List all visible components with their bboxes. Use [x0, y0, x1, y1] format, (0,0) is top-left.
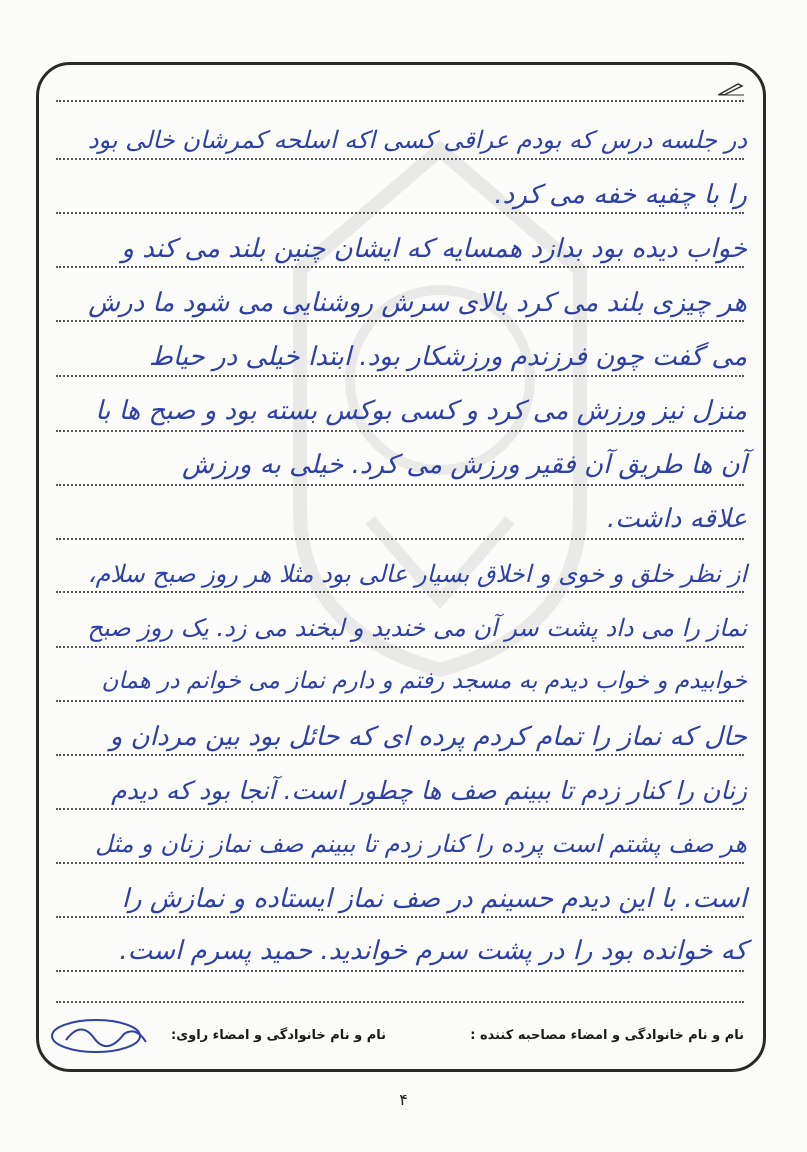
ruled-line [56, 484, 744, 486]
ruled-line [56, 158, 744, 160]
handwritten-line: علاقه داشت. [606, 504, 747, 534]
handwritten-line: خواب دیده بود بدازد همسایه که ایشان چنین بلند می کند و [121, 234, 747, 264]
ruled-line [56, 646, 744, 648]
handwritten-line: هر چیزی بلند می کرد بالای سرش روشنایی می شود ما درش [88, 288, 747, 318]
handwritten-line: از نظر خلق و خوی و اخلاق بسیار عالی بود مثلا هر روز صبح سلام، [87, 560, 747, 588]
interviewer-signature-label: نام و نام خانوادگی و امضاء مصاحبه کننده : [470, 1028, 744, 1043]
handwritten-line: را با چفیه خفه می کرد. [494, 180, 747, 210]
handwritten-line: خوابیدم و خواب دیدم به مسجد رفتم و دارم نماز می خوانم در همان [101, 668, 747, 694]
narrator-signature-label: نام و نام خانوادگی و امضاء راوی: [171, 1028, 386, 1043]
ruled-line [56, 862, 744, 864]
ruled-line [56, 970, 744, 972]
ruled-line [56, 538, 744, 540]
ruled-line [56, 266, 744, 268]
ruled-line [56, 916, 744, 918]
ruled-line [56, 808, 744, 810]
handwritten-line: زنان را کنار زدم تا ببینم صف ها چطور است. آنجا بود که دیدم [111, 776, 747, 805]
ruled-line [56, 375, 744, 377]
ruled-line [56, 430, 744, 432]
ruled-line [56, 1001, 744, 1003]
handwritten-line: آن ها طریق آن فقیر ورزش می کرد. خیلی به ورزش [182, 450, 747, 480]
handwritten-line: است. با این دیدم حسینم در صف نماز ایستاده و نمازش را [121, 884, 747, 914]
page-number: ۴ [399, 1090, 408, 1109]
handwritten-line: در جلسه درس که بودم عراقی کسی اکه اسلحه کمرشان خالی بود [87, 126, 747, 154]
ruled-line [56, 100, 744, 102]
handwritten-line: نماز را می داد پشت سر آن می خندید و لبخند می زد. یک روز صبح [87, 614, 747, 642]
handwritten-line: منزل نیز ورزش می کرد و کسی بوکس بسته بود و صبح ها با [95, 396, 747, 426]
ruled-line [56, 754, 744, 756]
handwritten-line: هر صف پشتم است پرده را کنار زدم تا ببینم صف نماز زنان و مثل [95, 830, 747, 858]
handwritten-line: می گفت چون فرزندم ورزشکار بود. ابتدا خیلی در حیاط [148, 342, 747, 372]
ruled-line [56, 320, 744, 322]
ruled-line [56, 212, 744, 214]
signature-icon [46, 1012, 156, 1056]
ruled-line [56, 591, 744, 593]
ruled-line [56, 700, 744, 702]
handwritten-line: که خوانده بود را در پشت سرم خواندید. حمید پسرم است. [119, 936, 747, 966]
pen-icon [718, 80, 744, 96]
handwritten-line: حال که نماز را تمام کردم پرده ای که حائل بود بین مردان و [109, 722, 747, 752]
